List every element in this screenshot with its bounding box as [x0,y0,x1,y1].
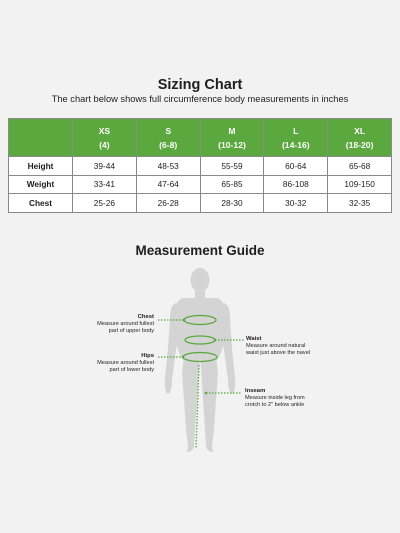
size-header-xl: XL (18-20) [328,119,392,157]
chest-label: Chest Measure around fullest part of upper body [97,314,154,334]
right-leg-shape [200,358,218,452]
row-label: Weight [9,175,73,194]
table-row-weight [9,175,392,194]
body-figure-illustration [0,260,400,460]
table-cell: 65-85 [200,175,264,194]
table-row-height [9,157,392,176]
table-row-chest [9,194,392,213]
table-cell: 25-26 [73,194,137,213]
row-label: Chest [9,194,73,213]
size-header-row [9,119,392,157]
inseam-label: Inseam Measure inside leg from crotch to 2" below ankle [245,388,305,408]
hips-marker-dot [182,356,185,359]
table-cell: 26-28 [136,194,200,213]
sizing-chart-title: Sizing Chart [157,77,243,93]
body-silhouette [165,268,235,452]
table-cell: 86-108 [264,175,328,194]
size-header-l: L (14-16) [264,119,328,157]
size-header-m: M (10-12) [200,119,264,157]
table-cell: 65-68 [328,157,392,176]
table-cell: 48-53 [136,157,200,176]
sizing-chart-subtitle: The chart below shows full circumference body measurements in inches [51,94,349,104]
table-cell: 55-59 [200,157,264,176]
table-cell: 33-41 [73,175,137,194]
table-cell: 47-64 [136,175,200,194]
waist-label: Waist Measure around natural waist just above the navel [246,336,311,356]
neck-shape [195,290,205,298]
waist-marker-dot [214,339,217,342]
size-header-s: S (6-8) [136,119,200,157]
row-label: Height [9,157,73,176]
measurement-guide-title: Measurement Guide [135,243,265,258]
table-cell: 39-44 [73,157,137,176]
chest-marker-dot [183,319,186,322]
sizing-table [8,118,392,213]
right-arm-shape [222,303,235,394]
hips-label: Hips Measure around fullest part of lower body [97,353,154,373]
head-shape [191,268,210,292]
table-cell: 60-64 [264,157,328,176]
left-arm-shape [165,303,178,394]
table-cell: 28-30 [200,194,264,213]
corner-cell [9,119,73,157]
table-cell: 32-35 [328,194,392,213]
table-cell: 109-150 [328,175,392,194]
size-header-xs: XS (4) [73,119,137,157]
table-cell: 30-32 [264,194,328,213]
inseam-marker-dot [205,392,208,395]
